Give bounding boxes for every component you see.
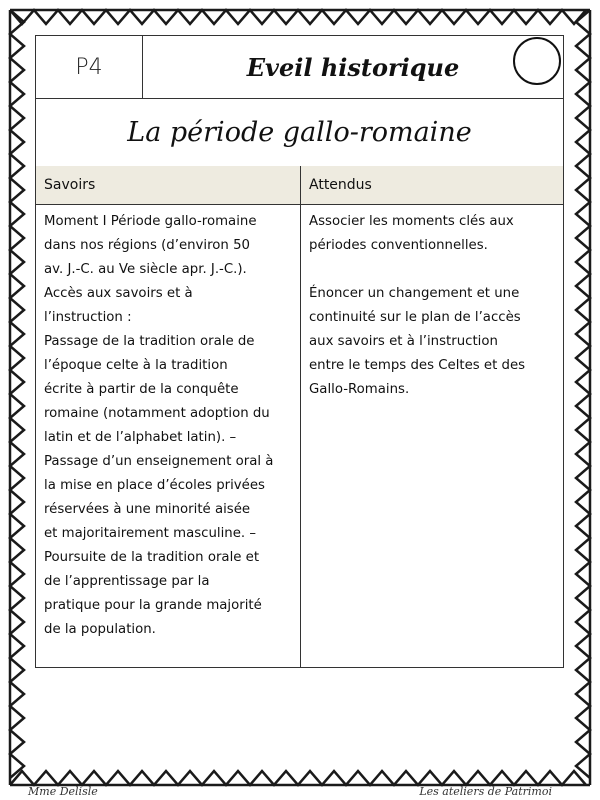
header-row bbox=[36, 36, 563, 99]
page-title: La période gallo-romaine bbox=[36, 98, 563, 167]
circle-mark bbox=[513, 37, 561, 85]
author-credit: Mme Delisle bbox=[28, 785, 98, 798]
content-row bbox=[36, 204, 563, 667]
column-header-savoirs: Savoirs bbox=[36, 166, 301, 204]
column-header-attendus: Attendus bbox=[309, 177, 372, 193]
level-cell: P4 bbox=[36, 36, 143, 98]
column-headers bbox=[36, 166, 563, 205]
subject-title: Eveil historique bbox=[246, 52, 460, 82]
savoirs-text: Moment I Période gallo-romaine dans nos régions (d’environ 50 av. J.-C. au Ve siècle apr. J.-C.). Accès aux savoirs et à l’instruction : Passage de la tradition orale de l’époque celte à la tradition écrite à partir de la conquête romaine (notamment adoption du latin et de l’alphabet latin). – Passage d’un enseignement oral à la mise en place d’écoles privées réservées à une minorité aisée et majoritairement masculine. – Poursuite de la tradition orale et de l’apprentissage par la pratique pour la grande majorité de la population. bbox=[36, 204, 301, 667]
worksheet-table bbox=[35, 35, 564, 668]
publisher-credit: Les ateliers de Patrimoi bbox=[419, 785, 552, 798]
attendus-text: Associer les moments clés aux périodes conventionnelles. Énoncer un changement et une continuité sur le plan de l’accès aux savoirs et à l’instruction entre le temps des Celtes et des Gallo-Romains. bbox=[309, 214, 526, 397]
